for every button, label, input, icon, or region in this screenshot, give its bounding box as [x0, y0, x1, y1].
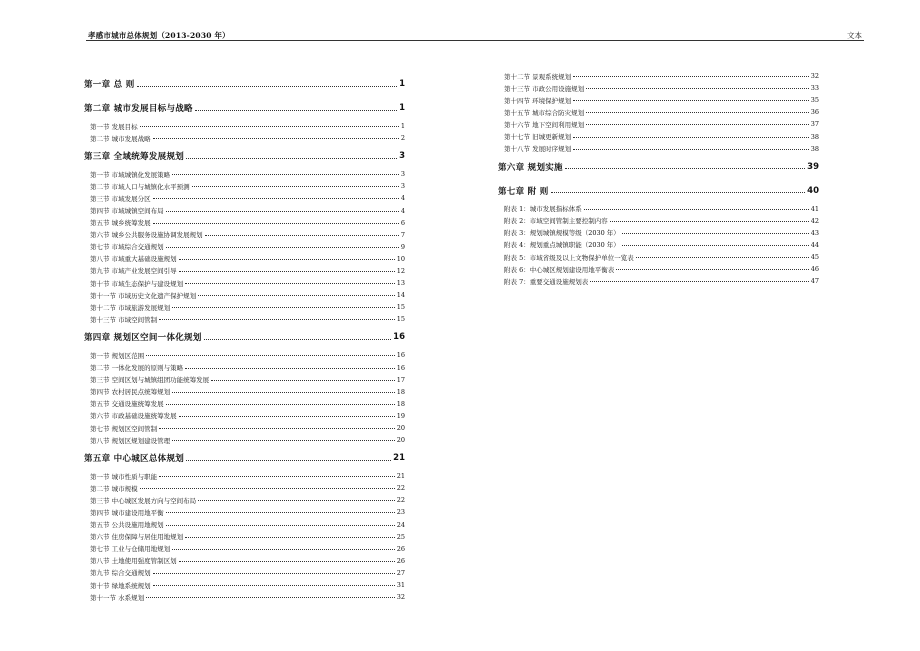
toc-entry-label: 第八节 土地使用强度管制区划 — [90, 557, 177, 566]
toc-section[interactable] — [84, 482, 405, 494]
toc-section[interactable] — [84, 253, 405, 265]
toc-entry-label: 第一节 市域城镇化发展策略 — [90, 170, 171, 179]
toc-left-column — [84, 72, 405, 603]
dot-leader — [192, 186, 399, 187]
toc-entry-label: 第九节 综合交通规划 — [90, 569, 151, 578]
dot-leader — [137, 86, 398, 87]
document-type: 文本 — [847, 31, 862, 40]
toc-section[interactable] — [84, 506, 405, 518]
toc-entry-label: 第三节 市域发展分区 — [90, 194, 151, 203]
toc-page-number: 41 — [810, 204, 819, 213]
dot-leader — [610, 221, 809, 222]
dot-leader — [159, 319, 395, 320]
toc-page-number: 32 — [396, 593, 405, 602]
toc-page-number: 24 — [396, 520, 405, 529]
dot-leader — [551, 192, 806, 193]
toc-appendix[interactable] — [498, 275, 819, 287]
toc-page-number: 33 — [810, 84, 819, 93]
dot-leader — [586, 112, 809, 113]
dot-leader — [153, 585, 395, 586]
toc-page-number: 42 — [810, 216, 819, 225]
toc-page-number: 4 — [400, 206, 405, 215]
toc-chapter[interactable] — [84, 96, 405, 120]
toc-section[interactable] — [84, 434, 405, 446]
toc-appendix[interactable] — [498, 227, 819, 239]
toc-entry-label: 附表 4：规划重点城镇职能（2030 年） — [504, 241, 620, 250]
dot-leader — [204, 339, 391, 340]
dot-leader — [205, 235, 399, 236]
dot-leader — [198, 500, 395, 501]
toc-page-number: 3 — [400, 170, 405, 179]
toc-entry-label: 第七章 附 则 — [498, 186, 549, 197]
toc-entry-label: 第一章 总 则 — [84, 80, 135, 90]
toc-entry-label: 第七节 市域综合交通规划 — [90, 243, 164, 252]
toc-page-number: 36 — [810, 108, 819, 117]
toc-entry-label: 第四节 农村居民点统筹规划 — [90, 388, 171, 397]
toc-entry-label: 第十五节 城市综合防灾规划 — [504, 108, 585, 117]
toc-entry-label: 第十四节 环境保护规划 — [504, 96, 572, 105]
dot-leader — [179, 561, 395, 562]
dot-leader — [195, 110, 397, 111]
toc-page-number: 18 — [396, 399, 405, 408]
toc-page-number: 23 — [396, 508, 405, 517]
toc-entry-label: 第十节 绿地系统规划 — [90, 581, 151, 590]
toc-entry-label: 第五节 城乡统筹发展 — [90, 219, 151, 228]
dot-leader — [153, 138, 399, 139]
toc-section[interactable] — [84, 543, 405, 555]
dot-leader — [622, 245, 809, 246]
toc-entry-label: 第八节 市域重大基础设施规划 — [90, 255, 177, 264]
toc-entry-label: 第二节 城市发展战略 — [90, 134, 151, 143]
toc-entry-label: 第二节 城市规模 — [90, 484, 138, 493]
toc-section[interactable] — [84, 519, 405, 531]
toc-page-number: 40 — [807, 185, 819, 196]
toc-section[interactable] — [84, 494, 405, 506]
toc-entry-label: 第五节 交通设施统筹发展 — [90, 400, 164, 409]
toc-entry-label: 第六章 规划实施 — [498, 162, 563, 173]
toc-section[interactable] — [84, 567, 405, 579]
toc-section[interactable] — [84, 313, 405, 325]
toc-page-number: 25 — [396, 532, 405, 541]
toc-entry-label: 第四节 城市建设用地平衡 — [90, 508, 164, 517]
dot-leader — [166, 211, 399, 212]
toc-page-number: 15 — [396, 315, 405, 324]
toc-section[interactable] — [84, 362, 405, 374]
toc-entry-label: 第十二节 市域旅游发展规划 — [90, 303, 171, 312]
toc-page-number: 16 — [393, 332, 405, 343]
toc-page-number: 6 — [400, 218, 405, 227]
toc-page-number: 39 — [807, 161, 819, 172]
dot-leader — [211, 380, 395, 381]
toc-page-number: 1 — [399, 79, 405, 89]
dot-leader — [573, 76, 809, 77]
toc-entry-label: 第一节 城市性质与职能 — [90, 472, 158, 481]
toc-page-number: 16 — [396, 363, 405, 372]
dot-leader — [586, 88, 809, 89]
toc-entry-label: 第十一节 水系规划 — [90, 593, 145, 602]
dot-leader — [179, 259, 395, 260]
toc-entry-label: 第九节 市域产业发展空间引导 — [90, 267, 177, 276]
toc-right-column — [498, 70, 819, 287]
toc-page-number: 38 — [810, 144, 819, 153]
toc-page-number: 20 — [396, 436, 405, 445]
toc-entry-label: 第二章 城市发展目标与战略 — [84, 104, 193, 114]
toc-entry-label: 附表 5：市域省级及以上文物保护单位一览表 — [504, 253, 634, 262]
dot-leader — [153, 573, 395, 574]
toc-chapter[interactable] — [498, 155, 819, 179]
toc-entry-label: 第四章 规划区空间一体化规划 — [84, 333, 202, 344]
toc-page-number: 46 — [810, 265, 819, 274]
toc-entry-label: 第一节 发展目标 — [90, 122, 138, 131]
toc-section[interactable] — [498, 70, 819, 82]
toc-entry-label: 附表 7：重要交通设施规划表 — [504, 277, 589, 286]
dot-leader — [616, 269, 809, 270]
dot-leader — [172, 549, 395, 550]
toc-page-number: 1 — [400, 122, 405, 131]
toc-section[interactable] — [84, 531, 405, 543]
toc-page-number: 44 — [810, 240, 819, 249]
toc-page-number: 20 — [396, 424, 405, 433]
toc-page-number: 43 — [810, 228, 819, 237]
toc-section[interactable] — [84, 470, 405, 482]
dot-leader — [172, 440, 395, 441]
dot-leader — [590, 281, 809, 282]
toc-entry-label: 第七节 工业与仓储用地规划 — [90, 545, 171, 554]
toc-appendix[interactable] — [498, 203, 819, 215]
toc-appendix[interactable] — [498, 251, 819, 263]
toc-entry-label: 第十三节 市域空间管制 — [90, 315, 158, 324]
toc-entry-label: 第六节 市政基础设施统筹发展 — [90, 412, 177, 421]
dot-leader — [565, 168, 805, 169]
toc-chapter[interactable] — [84, 144, 405, 168]
toc-section[interactable] — [84, 349, 405, 361]
toc-page-number: 26 — [396, 544, 405, 553]
toc-section[interactable] — [84, 132, 405, 144]
toc-section[interactable] — [84, 168, 405, 180]
dot-leader — [185, 283, 395, 284]
toc-section[interactable] — [498, 130, 819, 142]
toc-appendix[interactable] — [498, 263, 819, 275]
dot-leader — [153, 198, 399, 199]
toc-section[interactable] — [84, 398, 405, 410]
dot-leader — [140, 488, 395, 489]
toc-entry-label: 第二节 市域人口与城镇化水平预测 — [90, 182, 190, 191]
toc-page-number: 1 — [399, 103, 405, 113]
toc-page-number: 3 — [399, 151, 405, 162]
toc-entry-label: 第八节 规划区规划建设管理 — [90, 436, 171, 445]
toc-section[interactable] — [84, 289, 405, 301]
toc-page-number: 21 — [393, 453, 405, 464]
toc-entry-label: 第十七节 旧城更新规划 — [504, 133, 572, 142]
toc-page-number: 14 — [396, 291, 405, 300]
toc-entry-label: 附表 1：城市发展指标体系 — [504, 205, 582, 214]
toc-chapter[interactable] — [84, 325, 405, 349]
toc-page-number: 32 — [810, 72, 819, 81]
toc-entry-label: 第二节 一体化发展的原则与策略 — [90, 364, 184, 373]
dot-leader — [622, 233, 809, 234]
toc-page-number: 7 — [400, 230, 405, 239]
dot-leader — [179, 416, 395, 417]
toc-section[interactable] — [84, 120, 405, 132]
dot-leader — [172, 392, 395, 393]
toc-page-number: 45 — [810, 253, 819, 262]
toc-page-number: 37 — [810, 120, 819, 129]
toc-entry-label: 第三节 中心城区发展方向与空间布局 — [90, 496, 197, 505]
dot-leader — [186, 460, 391, 461]
toc-page-number: 19 — [396, 411, 405, 420]
dot-leader — [586, 124, 809, 125]
toc-chapter[interactable] — [84, 72, 405, 96]
toc-section[interactable] — [84, 204, 405, 216]
toc-entry-label: 第三章 全域统筹发展规划 — [84, 152, 185, 163]
toc-entry-label: 第六节 住房保障与居住用地规划 — [90, 533, 184, 542]
toc-entry-label: 第十三节 市政公用设施规划 — [504, 84, 585, 93]
toc-section[interactable] — [498, 94, 819, 106]
toc-page-number: 22 — [396, 496, 405, 505]
toc-chapter[interactable] — [498, 179, 819, 203]
toc-page-number: 35 — [810, 96, 819, 105]
dot-leader — [146, 597, 395, 598]
toc-entry-label: 附表 6：中心城区规划建设用地平衡表 — [504, 265, 615, 274]
toc-page-number: 27 — [396, 568, 405, 577]
toc-section[interactable] — [84, 217, 405, 229]
toc-entry-label: 第十二节 景观系统规划 — [504, 72, 572, 81]
dot-leader — [636, 257, 809, 258]
toc-section[interactable] — [498, 118, 819, 130]
toc-page-number: 47 — [810, 277, 819, 286]
dot-leader — [153, 223, 399, 224]
dot-leader — [573, 100, 809, 101]
toc-entry-label: 第十一节 市域历史文化遗产保护规划 — [90, 291, 197, 300]
toc-entry-label: 第十八节 发展时序规划 — [504, 145, 572, 154]
toc-appendix[interactable] — [498, 215, 819, 227]
dot-leader — [573, 137, 809, 138]
dot-leader — [172, 174, 399, 175]
toc-section[interactable] — [498, 106, 819, 118]
toc-entry-label: 第一节 规划区范围 — [90, 351, 145, 360]
toc-appendix[interactable] — [498, 239, 819, 251]
toc-entry-label: 第七节 规划区空间管制 — [90, 424, 158, 433]
toc-page-number: 9 — [400, 242, 405, 251]
toc-section[interactable] — [84, 386, 405, 398]
dot-leader — [584, 209, 809, 210]
toc-page-number: 4 — [400, 194, 405, 203]
toc-page-number: 16 — [396, 351, 405, 360]
toc-section[interactable] — [84, 555, 405, 567]
dot-leader — [573, 149, 809, 150]
toc-page-number: 3 — [400, 182, 405, 191]
toc-section[interactable] — [84, 374, 405, 386]
document-title: 孝感市城市总体规划（2013-2030 年） — [88, 31, 230, 40]
dot-leader — [179, 271, 395, 272]
toc-entry-label: 第三节 空间区划与城镇组团功能统筹发展 — [90, 376, 210, 385]
toc-section[interactable] — [84, 192, 405, 204]
dot-leader — [140, 126, 399, 127]
page-header — [0, 0, 920, 40]
toc-page-number: 22 — [396, 484, 405, 493]
dot-leader — [198, 295, 395, 296]
toc-section[interactable] — [84, 410, 405, 422]
toc-page-number: 31 — [396, 581, 405, 590]
toc-entry-label: 第五节 公共设施用地规划 — [90, 521, 164, 530]
toc-page-number: 13 — [396, 279, 405, 288]
toc-section[interactable] — [84, 180, 405, 192]
toc-section[interactable] — [84, 241, 405, 253]
dot-leader — [159, 428, 395, 429]
toc-page-number: 38 — [810, 132, 819, 141]
toc-section[interactable] — [84, 277, 405, 289]
dot-leader — [166, 247, 399, 248]
toc-page-number: 10 — [396, 254, 405, 263]
toc-page-number: 15 — [396, 303, 405, 312]
dot-leader — [185, 368, 395, 369]
toc-entry-label: 第十节 市域生态保护与建设规划 — [90, 279, 184, 288]
toc-page-number: 26 — [396, 556, 405, 565]
toc-page-number: 21 — [396, 472, 405, 481]
dot-leader — [172, 307, 395, 308]
dot-leader — [159, 476, 395, 477]
toc-section[interactable] — [498, 82, 819, 94]
dot-leader — [166, 512, 395, 513]
toc-section[interactable] — [84, 579, 405, 591]
toc-page-number: 17 — [396, 375, 405, 384]
dot-leader — [185, 537, 395, 538]
header-divider — [86, 40, 864, 41]
toc-entry-label: 第十六节 地下空间利用规划 — [504, 120, 585, 129]
toc-entry-label: 附表 2：市域空间管制主要控制内容 — [504, 217, 608, 226]
toc-entry-label: 第四节 市域城镇空间布局 — [90, 207, 164, 216]
toc-entry-label: 第五章 中心城区总体规划 — [84, 454, 185, 465]
dot-leader — [146, 355, 395, 356]
toc-section[interactable] — [84, 422, 405, 434]
toc-section[interactable] — [84, 265, 405, 277]
toc-section[interactable] — [84, 591, 405, 603]
dot-leader — [166, 525, 395, 526]
dot-leader — [186, 158, 397, 159]
toc-entry-label: 附表 3：规划城镇规模等级（2030 年） — [504, 229, 620, 238]
toc-page-number: 12 — [396, 266, 405, 275]
toc-section[interactable] — [498, 143, 819, 155]
dot-leader — [166, 404, 395, 405]
toc-section[interactable] — [84, 229, 405, 241]
toc-page-number: 18 — [396, 387, 405, 396]
toc-page-number: 2 — [400, 134, 405, 143]
toc-entry-label: 第六节 城乡公共服务设施协调发展规划 — [90, 231, 203, 240]
toc-section[interactable] — [84, 301, 405, 313]
toc-chapter[interactable] — [84, 446, 405, 470]
